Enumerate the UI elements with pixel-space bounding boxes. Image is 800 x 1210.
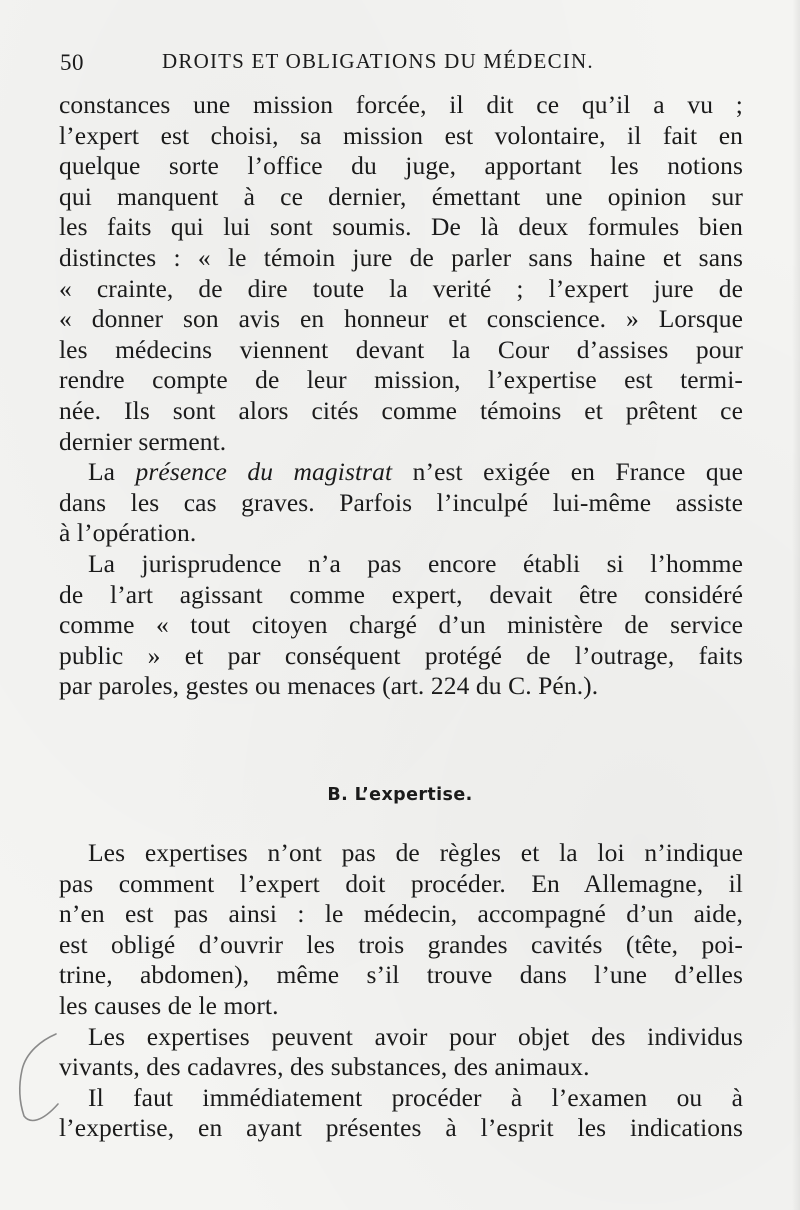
text-line: La jurisprudence n’a pas encore établi si l’homme — [88, 548, 743, 578]
text-line: dernier serment. — [59, 426, 227, 456]
text-fragment: n’est exigée en France que — [392, 457, 743, 487]
text-line: Les expertises peuvent avoir pour objet des individus — [88, 1021, 743, 1051]
text-line: « crainte, de dire toute la verité ; l’expert jure de — [59, 273, 743, 303]
text-line: de l’art agissant comme expert, devait être considéré — [59, 579, 743, 609]
text-line: les médecins viennent devant la Cour d’assises pour — [59, 334, 743, 364]
text-line: n’en est pas ainsi : le médecin, accompagné d’un aide, — [59, 899, 743, 929]
text-line: vivants, des cadavres, des substances, des animaux. — [59, 1052, 590, 1082]
text-line: à l’opération. — [59, 518, 197, 548]
text-line: née. Ils sont alors cités comme témoins et prêtent ce — [59, 395, 743, 425]
emphasis-text: présence du magistrat — [135, 457, 393, 487]
text-line: l’expert est choisi, sa mission est volontaire, il fait en — [59, 120, 743, 150]
page-number: 50 — [60, 50, 84, 75]
running-head — [60, 44, 750, 80]
text-line: rendre compte de leur mission, l’expertise est termi- — [59, 365, 743, 395]
body-text-section — [59, 838, 743, 1144]
text-line: distinctes : « le témoin jure de parler sans haine et sans — [59, 242, 743, 272]
text-line: l’expertise, en ayant présentes à l’esprit les indications — [59, 1113, 743, 1143]
body-text-top — [59, 90, 743, 702]
text-line: trine, abdomen), même s’il trouve dans l’une d’elles — [59, 960, 743, 990]
text-line: qui manquent à ce dernier, émettant une opinion sur — [59, 181, 743, 211]
text-line: « donner son avis en honneur et conscience. » Lorsque — [59, 304, 743, 334]
scan-edge-shadow — [792, 0, 800, 1210]
text-line: constances une mission forcée, il dit ce qu’il a vu ; — [59, 90, 743, 119]
section-heading: B. L’expertise. — [327, 785, 473, 805]
text-line: les faits qui lui sont soumis. De là deux formules bien — [59, 212, 743, 242]
text-line: Les expertises n’ont pas de règles et la loi n’indique — [88, 838, 743, 867]
text-line: quelque sorte l’office du juge, apportant les notions — [59, 151, 743, 181]
text-line: est obligé d’ouvrir les trois grandes cavités (tête, poi- — [59, 929, 743, 959]
pencil-margin-mark-icon — [12, 1030, 68, 1130]
text-line: pas comment l’expert doit procéder. En Allemagne, il — [59, 868, 743, 898]
text-line: par paroles, gestes ou menaces (art. 224 du C. Pén.). — [59, 671, 599, 701]
text-line: public » et par conséquent protégé de l’outrage, faits — [59, 640, 743, 670]
text-line: Il faut immédiatement procéder à l’examen ou à — [88, 1082, 743, 1112]
text-line: les causes de le mort. — [59, 990, 279, 1020]
text-line: comme « tout citoyen chargé d’un ministère de service — [59, 610, 743, 640]
text-fragment: La — [88, 457, 136, 487]
text-line-with-emphasis — [59, 457, 743, 488]
running-title: DROITS ET OBLIGATIONS DU MÉDECIN. — [162, 49, 594, 73]
text-line: dans les cas graves. Parfois l’inculpé lui-même assiste — [59, 487, 743, 517]
